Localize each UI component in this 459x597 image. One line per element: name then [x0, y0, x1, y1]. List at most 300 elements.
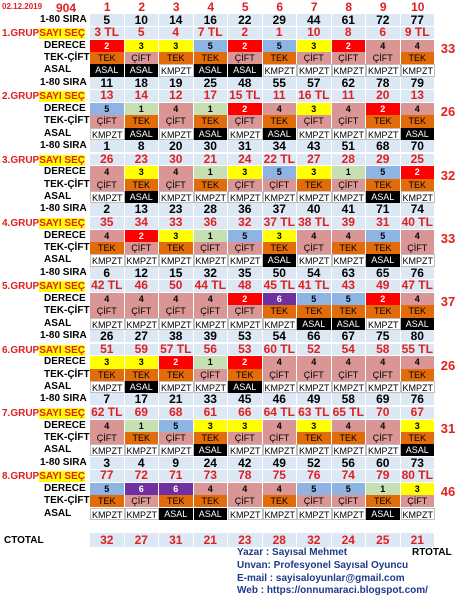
parity-cell: TEK	[194, 495, 229, 507]
sira-cell: 50	[263, 267, 298, 279]
group-number-cell: 65 TL	[332, 407, 367, 419]
parity-cell: ÇİFT	[159, 432, 194, 444]
author-text: Yazar : Sayısal Mehmet	[237, 547, 348, 558]
group-number-cell: 39	[332, 217, 367, 229]
sira-cell: 49	[297, 393, 332, 405]
degree-cell: 4	[332, 420, 367, 432]
select-number-badge: SAYI SEÇ	[39, 217, 85, 229]
degree-cell: 6	[263, 293, 298, 305]
parity-cell: TEK	[401, 369, 436, 381]
column-total-cell: 31	[159, 533, 194, 547]
parity-cell: TEK	[90, 369, 125, 381]
parity-cell: ÇİFT	[125, 495, 160, 507]
degree-cell: 3	[90, 356, 125, 368]
group-number-cell: 43	[332, 280, 367, 292]
sira-cell: 74	[401, 203, 436, 215]
first-row-cell: 61	[332, 14, 367, 26]
parity-cell: TEK	[90, 495, 125, 507]
group-number-cell: 13	[401, 90, 436, 102]
sira-cell: 34	[263, 140, 298, 152]
parity-cell: ÇİFT	[332, 495, 367, 507]
parity-cell: ÇİFT	[297, 52, 332, 64]
sira-cell: 49	[263, 457, 298, 469]
sira-cell: 36	[228, 203, 263, 215]
column-total-cell: 21	[401, 533, 436, 547]
column-total-cell: 25	[366, 533, 401, 547]
degree-cell: 4	[90, 230, 125, 242]
first-row-cell: 5	[90, 14, 125, 26]
parity-cell: ÇİFT	[194, 305, 229, 317]
sira-cell: 80	[401, 330, 436, 342]
degree-label: DERECE	[44, 356, 86, 368]
prime-cell: KMPZT	[161, 446, 192, 457]
parity-cell: ÇİFT	[332, 52, 367, 64]
degree-cell: 5	[228, 230, 263, 242]
degree-cell: 2	[228, 293, 263, 305]
sira-cell: 66	[297, 330, 332, 342]
parity-cell: TEK	[297, 432, 332, 444]
group-label	[2, 91, 85, 102]
parity-label: TEK-ÇİFT	[44, 52, 90, 64]
group-number-cell: 77	[90, 470, 125, 482]
prime-cell: KMPZT	[299, 509, 330, 520]
parity-cell: TEK	[159, 52, 194, 64]
parity-cell: ÇİFT	[366, 52, 401, 64]
degree-cell: 3	[194, 420, 229, 432]
degree-label: DERECE	[44, 166, 86, 178]
prime-cell: KMPZT	[333, 256, 364, 267]
prime-cell: ASAL	[366, 254, 401, 266]
group-number-cell: 46	[125, 280, 160, 292]
parity-cell: ÇİFT	[228, 495, 263, 507]
parity-cell: TEK	[332, 305, 367, 317]
sira-cell: 3	[90, 457, 125, 469]
prime-cell: KMPZT	[92, 129, 123, 140]
column-number: 1	[103, 0, 111, 14]
parity-cell: ÇİFT	[263, 369, 298, 381]
row-total: 46	[440, 484, 456, 500]
group-title: 6.GRUP	[2, 344, 40, 356]
row-total: 31	[440, 420, 456, 436]
sira-cell: 79	[401, 77, 436, 89]
sira-cell: 4	[125, 457, 160, 469]
prime-cell: ASAL	[228, 381, 263, 393]
sira-cell: 32	[194, 267, 229, 279]
group-number-cell: 45 TL	[263, 280, 298, 292]
degree-cell: 2	[228, 103, 263, 115]
parity-cell: ÇİFT	[366, 369, 401, 381]
degree-cell: 4	[332, 230, 367, 242]
email-text: E-mail : sayisaloyunlar@gmail.com	[237, 573, 405, 584]
select-number-badge: SAYI SEÇ	[39, 91, 85, 103]
group-number-cell: 67	[401, 407, 436, 419]
parity-cell: ÇİFT	[228, 179, 263, 191]
select-number-badge: SAYI SEÇ	[39, 154, 85, 166]
group-number-cell: 31	[366, 217, 401, 229]
prime-cell: KMPZT	[195, 256, 226, 267]
sira-label: 1-80 SIRA	[40, 266, 87, 278]
degree-cell: 4	[159, 293, 194, 305]
prime-cell: ASAL	[366, 508, 401, 520]
degree-cell: 3	[228, 420, 263, 432]
group-number-cell: 9 TL	[401, 27, 436, 39]
sira-label: 1-80 SIRA	[40, 393, 87, 405]
group-label	[2, 155, 85, 166]
degree-cell: 2	[125, 230, 160, 242]
prime-cell: ASAL	[194, 128, 229, 140]
degree-cell: 2	[228, 356, 263, 368]
prime-cell: KMPZT	[264, 66, 295, 77]
degree-cell: 5	[90, 483, 125, 495]
group-number-cell: 48	[228, 280, 263, 292]
parity-label: TEK-ÇİFT	[44, 368, 90, 380]
group-number-cell: 13	[90, 90, 125, 102]
parity-cell: ÇİFT	[194, 242, 229, 254]
parity-cell: TEK	[263, 52, 298, 64]
prime-cell: KMPZT	[195, 382, 226, 393]
sira-cell: 71	[366, 203, 401, 215]
prime-cell: KMPZT	[230, 446, 261, 457]
group-number-cell: 73	[194, 470, 229, 482]
group-number-cell: 70	[366, 407, 401, 419]
sira-cell: 7	[90, 393, 125, 405]
degree-cell: 1	[194, 103, 229, 115]
degree-cell: 3	[401, 420, 436, 432]
parity-cell: ÇİFT	[159, 179, 194, 191]
sira-cell: 57	[297, 77, 332, 89]
parity-label: TEK-ÇİFT	[44, 431, 90, 443]
degree-cell: 4	[228, 483, 263, 495]
group-label	[2, 471, 85, 482]
prime-cell: ASAL	[125, 381, 160, 393]
parity-cell: ÇİFT	[401, 242, 436, 254]
prime-cell: KMPZT	[161, 193, 192, 203]
prime-cell: KMPZT	[195, 193, 226, 203]
first-row-cell: 16	[194, 14, 229, 26]
sira-cell: 46	[263, 393, 298, 405]
sira-cell: 42	[228, 457, 263, 469]
parity-cell: TEK	[194, 52, 229, 64]
column-total-cell: 32	[297, 533, 332, 547]
parity-cell: TEK	[125, 115, 160, 127]
degree-cell: 3	[159, 40, 194, 52]
degree-cell: 1	[125, 103, 160, 115]
degree-cell: 4	[297, 356, 332, 368]
parity-cell: TEK	[401, 179, 436, 191]
group-number-cell: 20	[366, 90, 401, 102]
prime-label: ASAL	[44, 444, 72, 456]
group-number-cell: 60 TL	[263, 344, 298, 356]
sira-cell: 35	[228, 267, 263, 279]
degree-cell: 4	[401, 103, 436, 115]
prime-label: ASAL	[44, 254, 72, 266]
prime-cell: KMPZT	[264, 509, 295, 520]
sira-cell: 56	[332, 457, 367, 469]
parity-cell: TEK	[159, 495, 194, 507]
degree-cell: 2	[228, 40, 263, 52]
degree-cell: 1	[194, 166, 229, 178]
prime-cell: KMPZT	[92, 319, 123, 330]
parity-cell: ÇİFT	[332, 369, 367, 381]
sira-cell: 39	[194, 330, 229, 342]
sira-cell: 78	[366, 77, 401, 89]
degree-cell: 5	[332, 293, 367, 305]
degree-cell: 2	[332, 40, 367, 52]
parity-cell: ÇİFT	[332, 115, 367, 127]
prime-cell: ASAL	[401, 318, 436, 330]
date-label: 02.12.2019	[2, 2, 43, 11]
prime-cell: KMPZT	[299, 256, 330, 267]
first-row-cell: 10	[125, 14, 160, 26]
group-title: 4.GRUP	[2, 217, 40, 229]
group-number-cell: 11	[332, 90, 367, 102]
group-number-cell: 59	[125, 344, 160, 356]
column-number: 3	[172, 0, 180, 14]
prime-label: ASAL	[44, 380, 72, 392]
sira-cell: 13	[125, 203, 160, 215]
column-number: 8	[345, 0, 353, 14]
select-number-badge: SAYI SEÇ	[39, 28, 85, 39]
column-total-cell: 28	[263, 533, 298, 547]
sira-cell: 12	[125, 267, 160, 279]
degree-cell: 4	[90, 420, 125, 432]
prime-cell: KMPZT	[126, 319, 157, 330]
degree-cell: 2	[90, 40, 125, 52]
prime-cell: KMPZT	[299, 66, 330, 77]
sira-cell: 25	[194, 77, 229, 89]
group-label	[2, 28, 85, 39]
parity-cell: ÇİFT	[125, 242, 160, 254]
degree-cell: 4	[194, 293, 229, 305]
group-label	[2, 345, 85, 356]
sira-cell: 6	[90, 267, 125, 279]
degree-cell: 4	[401, 40, 436, 52]
column-total-cell: 23	[228, 533, 263, 547]
prime-cell: ASAL	[332, 318, 367, 330]
prime-cell: KMPZT	[126, 509, 157, 520]
parity-cell: ÇİFT	[297, 242, 332, 254]
sira-cell: 54	[297, 267, 332, 279]
parity-cell: ÇİFT	[159, 305, 194, 317]
degree-cell: 3	[297, 166, 332, 178]
prime-cell: KMPZT	[402, 193, 433, 203]
prime-label: ASAL	[44, 127, 72, 139]
sira-cell: 21	[159, 393, 194, 405]
group-number-cell: 10	[297, 27, 332, 39]
parity-cell: TEK	[366, 495, 401, 507]
group-number-cell: 32	[228, 217, 263, 229]
parity-cell: ÇİFT	[90, 305, 125, 317]
degree-cell: 5	[263, 166, 298, 178]
parity-cell: TEK	[90, 242, 125, 254]
title-text: Unvan: Profesyonel Sayısal Oyuncu	[237, 560, 409, 571]
group-number-cell: 55 TL	[401, 344, 436, 356]
degree-cell: 4	[90, 166, 125, 178]
sira-cell: 37	[263, 203, 298, 215]
draw-number: 904	[56, 1, 77, 15]
parity-cell: ÇİFT	[228, 432, 263, 444]
row-total: 37	[440, 294, 456, 310]
group-number-cell: 38 TL	[297, 217, 332, 229]
ctotal-label: CTOTAL	[4, 535, 44, 546]
column-number: 9	[379, 0, 387, 14]
degree-cell: 3	[125, 356, 160, 368]
sira-label: 1-80 SIRA	[40, 140, 87, 151]
sira-cell: 24	[194, 457, 229, 469]
group-number-cell: 54	[332, 344, 367, 356]
parity-cell: TEK	[125, 179, 160, 191]
parity-cell: ÇİFT	[332, 179, 367, 191]
parity-cell: TEK	[194, 115, 229, 127]
group-number-cell: 2	[228, 27, 263, 39]
parity-cell: ÇİFT	[263, 432, 298, 444]
group-number-cell: 6	[366, 27, 401, 39]
group-number-cell: 56	[194, 344, 229, 356]
prime-cell: ASAL	[159, 508, 194, 520]
group-label	[2, 218, 85, 229]
sira-cell: 43	[297, 140, 332, 152]
sira-cell: 38	[159, 330, 194, 342]
group-number-cell: 52	[297, 344, 332, 356]
sira-cell: 40	[297, 203, 332, 215]
degree-cell: 3	[125, 166, 160, 178]
parity-cell: TEK	[297, 305, 332, 317]
degree-cell: 1	[194, 230, 229, 242]
group-number-cell: 61	[194, 407, 229, 419]
prime-label: ASAL	[44, 507, 72, 519]
degree-label: DERECE	[44, 229, 86, 241]
parity-cell: TEK	[263, 115, 298, 127]
sira-label: 1-80 SIRA	[40, 76, 87, 88]
prime-cell: KMPZT	[402, 66, 433, 77]
parity-cell: ÇİFT	[125, 305, 160, 317]
degree-cell: 3	[297, 103, 332, 115]
prime-cell: KMPZT	[368, 66, 399, 77]
prime-cell: KMPZT	[333, 382, 364, 393]
degree-cell: 4	[401, 356, 436, 368]
column-total-cell: 32	[90, 533, 125, 547]
degree-cell: 4	[125, 293, 160, 305]
sira-cell: 17	[125, 393, 160, 405]
sira-cell: 60	[366, 457, 401, 469]
group-number-cell: 14	[125, 90, 160, 102]
first-row-cell: 22	[228, 14, 263, 26]
prime-cell: KMPZT	[161, 382, 192, 393]
column-number: 7	[310, 0, 318, 14]
sira-cell: 23	[159, 203, 194, 215]
parity-label: TEK-ÇİFT	[44, 305, 90, 317]
group-title: 1.GRUP	[2, 28, 40, 39]
prime-cell: KMPZT	[92, 382, 123, 393]
sira-cell: 67	[332, 330, 367, 342]
prime-cell: KMPZT	[161, 319, 192, 330]
prime-label: ASAL	[44, 317, 72, 329]
prime-cell: KMPZT	[368, 129, 399, 140]
degree-cell: 2	[366, 293, 401, 305]
group-label	[2, 281, 85, 292]
parity-cell: ÇİFT	[159, 115, 194, 127]
degree-cell: 3	[297, 40, 332, 52]
prime-cell: KMPZT	[368, 319, 399, 330]
row-total: 33	[440, 230, 456, 246]
group-number-cell: 3 TL	[90, 27, 125, 39]
column-total-cell: 27	[125, 533, 160, 547]
group-number-cell: 35	[90, 217, 125, 229]
prime-cell: KMPZT	[299, 382, 330, 393]
sira-cell: 65	[366, 267, 401, 279]
degree-cell: 5	[263, 40, 298, 52]
group-number-cell: 66	[228, 407, 263, 419]
sira-cell: 76	[401, 267, 436, 279]
sira-cell: 48	[228, 77, 263, 89]
group-number-cell: 62 TL	[90, 407, 125, 419]
sira-cell: 58	[332, 393, 367, 405]
prime-cell: ASAL	[194, 444, 229, 456]
prime-cell: KMPZT	[161, 256, 192, 267]
group-number-cell: 42 TL	[90, 280, 125, 292]
parity-label: TEK-ÇİFT	[44, 242, 90, 253]
sira-cell: 55	[263, 77, 298, 89]
group-number-cell: 75	[263, 470, 298, 482]
sira-cell: 20	[159, 140, 194, 152]
sira-label: 1-80 SIRA	[40, 203, 87, 215]
prime-cell: ASAL	[366, 191, 401, 203]
prime-label: ASAL	[44, 64, 72, 76]
parity-cell: TEK	[366, 242, 401, 254]
parity-cell: TEK	[297, 179, 332, 191]
group-number-cell: 12	[159, 90, 194, 102]
sira-cell: 26	[90, 330, 125, 342]
degree-cell: 4	[159, 103, 194, 115]
group-number-cell: 4	[159, 27, 194, 39]
group-number-cell: 72	[125, 470, 160, 482]
degree-cell: 4	[263, 420, 298, 432]
group-number-cell: 7 TL	[194, 27, 229, 39]
degree-cell: 2	[159, 356, 194, 368]
group-number-cell: 47 TL	[401, 280, 436, 292]
degree-cell: 5	[90, 103, 125, 115]
prime-cell: KMPZT	[230, 129, 261, 140]
column-total-cell: 24	[332, 533, 367, 547]
prime-cell: KMPZT	[126, 446, 157, 457]
group-number-cell: 11	[263, 90, 298, 102]
degree-cell: 6	[159, 483, 194, 495]
group-number-cell: 68	[159, 407, 194, 419]
parity-cell: TEK	[159, 242, 194, 254]
group-number-cell: 80 TL	[401, 470, 436, 482]
sira-cell: 11	[90, 77, 125, 89]
group-number-cell: 25	[401, 154, 436, 166]
prime-cell: KMPZT	[126, 256, 157, 267]
group-number-cell: 57 TL	[159, 344, 194, 356]
sira-cell: 75	[366, 330, 401, 342]
degree-cell: 2	[401, 166, 436, 178]
degree-cell: 5	[366, 230, 401, 242]
parity-cell: TEK	[401, 52, 436, 64]
group-number-cell: 34	[125, 217, 160, 229]
sira-cell: 31	[228, 140, 263, 152]
prime-cell: KMPZT	[299, 129, 330, 140]
parity-cell: ÇİFT	[90, 115, 125, 127]
prime-cell: KMPZT	[333, 446, 364, 457]
sira-cell: 9	[159, 457, 194, 469]
prime-cell: KMPZT	[264, 382, 295, 393]
prime-cell: ASAL	[263, 254, 298, 266]
degree-cell: 4	[332, 356, 367, 368]
prime-cell: KMPZT	[368, 382, 399, 393]
group-number-cell: 78	[228, 470, 263, 482]
group-number-cell: 8	[332, 27, 367, 39]
